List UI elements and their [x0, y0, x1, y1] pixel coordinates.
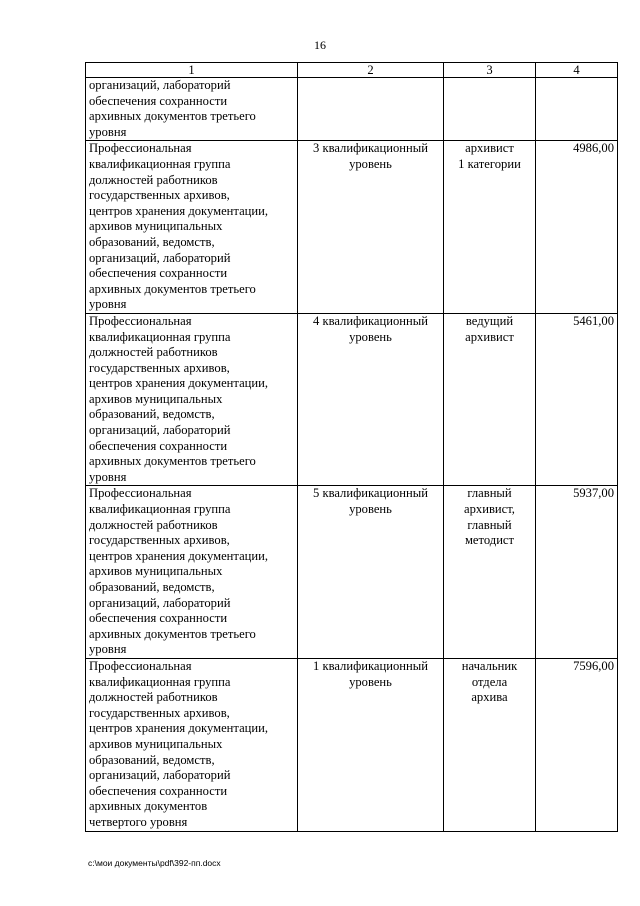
position-text: начальник отдела архива [461, 658, 518, 705]
column-header-2: 2 [298, 63, 444, 78]
salary-cell [536, 78, 618, 141]
position-text: архивист 1 категории [458, 141, 521, 171]
page-number: 16 [314, 38, 326, 52]
qualification-level-text: 1 квалификационный уровень [313, 658, 428, 689]
qualification-group-cell [86, 658, 298, 831]
position-cell [444, 78, 536, 141]
table-row [86, 313, 618, 486]
column-header-3: 3 [444, 63, 536, 78]
position-cell [444, 141, 536, 314]
qualification-group-cell [86, 78, 298, 141]
table-row [86, 486, 618, 659]
salary-text: 5461,00 [573, 313, 614, 328]
position-cell [444, 486, 536, 659]
column-header-4: 4 [536, 63, 618, 78]
salary-table [85, 62, 618, 832]
qualification-level-cell [298, 313, 444, 486]
table-row [86, 658, 618, 831]
salary-text: 4986,00 [573, 141, 614, 156]
qualification-group-text: организаций, лабораторий обеспечения сохранности архивных документов третьего уровня [89, 78, 256, 139]
position-cell [444, 658, 536, 831]
salary-text: 7596,00 [573, 658, 614, 673]
position-text: ведущий архивист [465, 313, 514, 344]
qualification-level-cell [298, 486, 444, 659]
qualification-group-text: Профессиональная квалификационная группа должностей работников государственных архивов, центров хранения документации, архивов муниципальных образований, ведомств, организаций, лабораторий обеспечения сохранности архивных документов четвертого уровня [89, 658, 269, 829]
document-file-path: c:\мои документы\pdf\392-пп.docx [88, 858, 221, 868]
salary-text: 5937,00 [573, 486, 614, 501]
column-header-1: 1 [86, 63, 298, 78]
qualification-level-cell [298, 658, 444, 831]
qualification-level-cell [298, 141, 444, 314]
qualification-level-text: 4 квалификационный уровень [313, 313, 428, 344]
qualification-group-text: Профессиональная квалификационная группа должностей работников государственных архивов, центров хранения документации, архивов муниципальных образований, ведомств, организаций, лабораторий обеспечения сохранности архивных документов третьего уровня [89, 141, 269, 312]
table-row [86, 78, 618, 141]
salary-cell [536, 313, 618, 486]
table-row [86, 141, 618, 314]
salary-cell [536, 658, 618, 831]
qualification-group-text: Профессиональная квалификационная группа должностей работников государственных архивов, центров хранения документации, архивов муниципальных образований, ведомств, организаций, лабораторий обеспечения сохранности архивных документов третьего уровня [89, 486, 269, 657]
position-text: главный архивист, главный методист [464, 486, 515, 548]
position-cell [444, 313, 536, 486]
qualification-group-cell [86, 313, 298, 486]
qualification-level-text: 3 квалификационный уровень [313, 141, 428, 171]
salary-cell [536, 141, 618, 314]
qualification-group-cell [86, 141, 298, 314]
qualification-group-text: Профессиональная квалификационная группа должностей работников государственных архивов, центров хранения документации, архивов муниципальных образований, ведомств, организаций, лабораторий обеспечения сохранности архивных документов третьего уровня [89, 313, 269, 484]
qualification-level-cell [298, 78, 444, 141]
table-header-row [86, 63, 618, 78]
qualification-level-text: 5 квалификационный уровень [313, 486, 428, 517]
qualification-group-cell [86, 486, 298, 659]
salary-cell [536, 486, 618, 659]
